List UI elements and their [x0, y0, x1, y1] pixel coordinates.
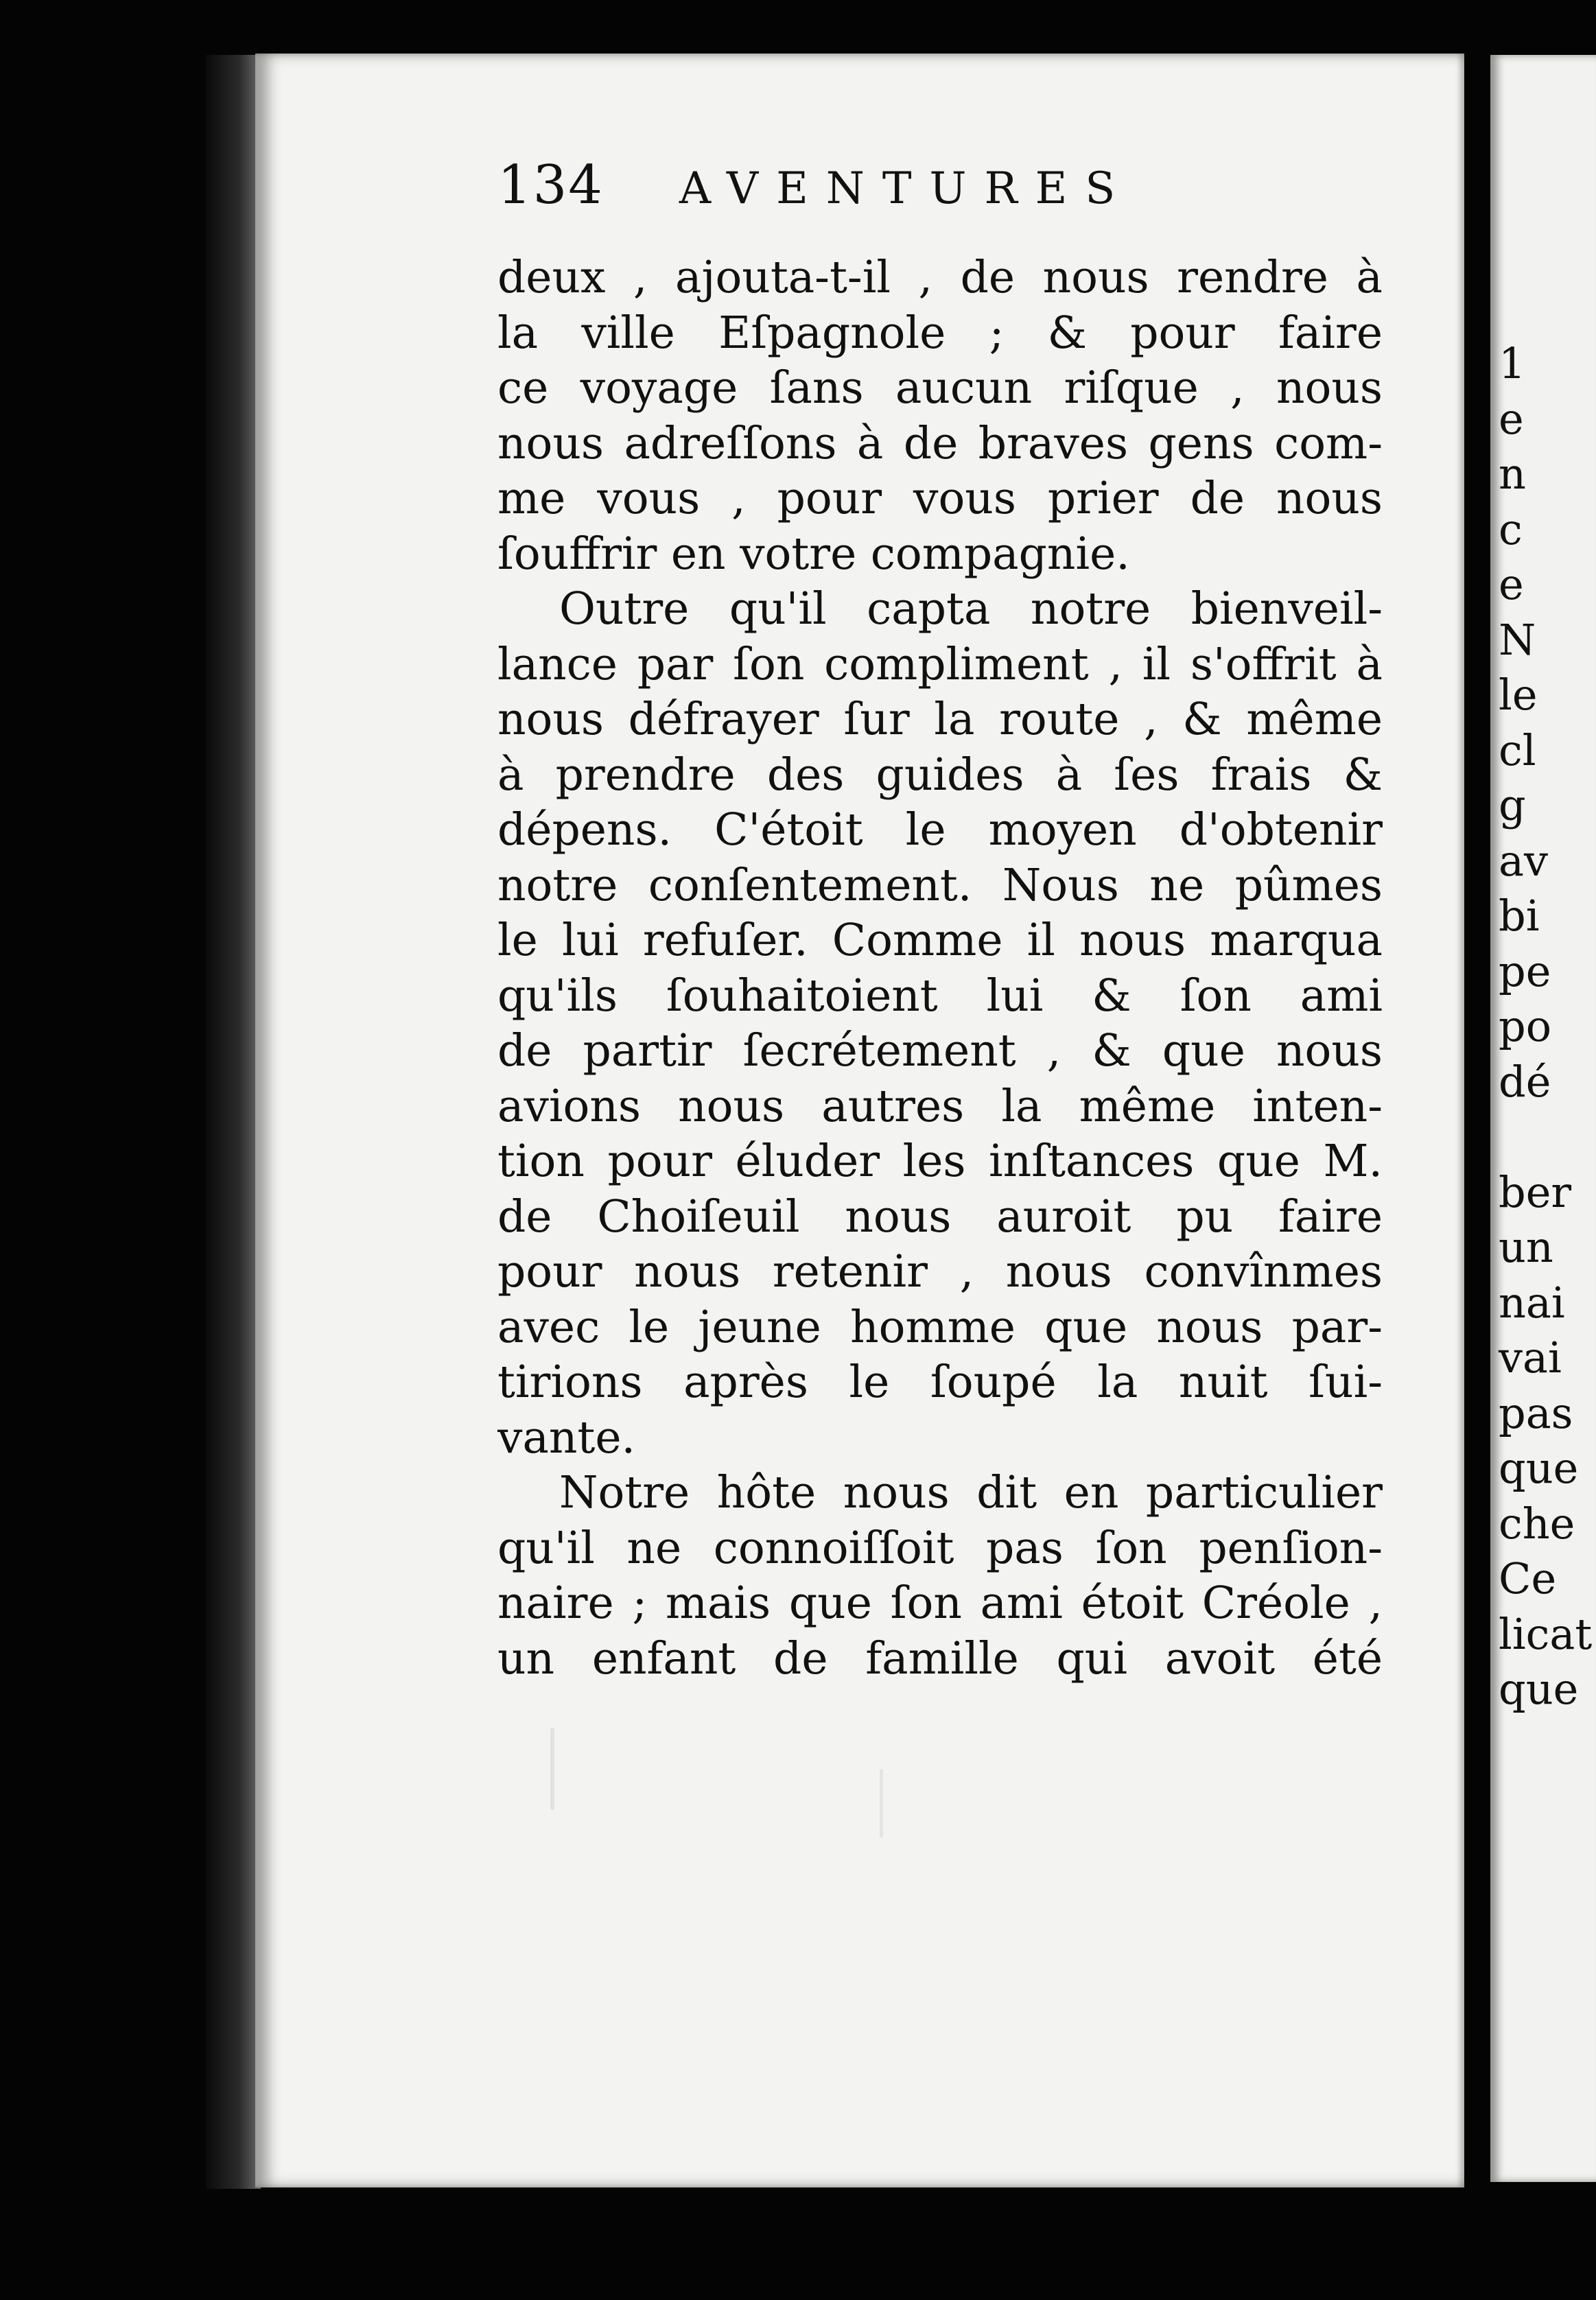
facing-fragment: e [1499, 393, 1524, 444]
text-line: qu'ils ſouhaitoient lui & ſon ami [497, 970, 1383, 1022]
text-line: pour nous retenir , nous convînmes [497, 1246, 1383, 1298]
facing-fragment: g [1499, 780, 1526, 830]
facing-fragment: licat [1499, 1608, 1593, 1659]
text-line: nous adreſſons à de braves gens com- [497, 417, 1383, 469]
text-line: de partir ſecrétement , & que nous [497, 1025, 1383, 1077]
facing-fragment: 1 [1499, 338, 1526, 388]
facing-fragment: dé [1499, 1056, 1551, 1107]
running-title: AVENTURES [679, 163, 1134, 214]
text-line: ce voyage ſans aucun riſque , nous [497, 362, 1383, 414]
facing-fragment: ber [1499, 1166, 1572, 1217]
body-text [497, 250, 1383, 1687]
text-line: deux , ajouta-t-il , de nous rendre à [497, 252, 1383, 303]
facing-fragment: e [1499, 559, 1524, 609]
facing-fragment: pe [1499, 946, 1551, 996]
facing-fragment: che [1499, 1498, 1575, 1549]
facing-fragment: po [1499, 1001, 1552, 1051]
text-line: avec le jeune homme que nous par- [497, 1301, 1383, 1353]
text-line: vante. [497, 1411, 636, 1464]
facing-fragment: pas [1499, 1387, 1573, 1438]
text-line: avions nous autres la même inten- [497, 1080, 1383, 1132]
facing-fragment: c [1499, 504, 1523, 554]
text-line: à prendre des guides à ſes frais & [497, 749, 1383, 801]
facing-fragment: Ce [1499, 1553, 1557, 1604]
text-line: Notre hôte nous dit en particulier [559, 1467, 1383, 1518]
text-line: nous défrayer ſur la route , & même [497, 694, 1383, 745]
facing-fragment [1499, 1110, 1596, 1165]
text-line: me vous , pour vous prier de nous [497, 473, 1383, 524]
facing-fragment: cl [1499, 725, 1536, 775]
facing-fragment: vai [1499, 1333, 1562, 1383]
facing-fragment: que [1499, 1664, 1579, 1714]
page-number: 134 [497, 154, 604, 216]
text-line: ſouffrir en votre compagnie. [497, 528, 1130, 580]
facing-fragment: que [1499, 1443, 1579, 1493]
text-line: tirions après le ſoupé la nuit ſui- [497, 1357, 1383, 1408]
facing-fragment: un [1499, 1222, 1553, 1272]
facing-fragment: n [1499, 449, 1526, 499]
text-line: dépens. C'étoit le moyen d'obtenir [497, 804, 1383, 856]
right-page [1490, 55, 1596, 2182]
book-gutter [206, 55, 261, 2189]
paper-mark [880, 1769, 883, 1838]
facing-fragment: bi [1499, 891, 1540, 941]
text-line: un enfant de famille qui avoit été [497, 1632, 1383, 1685]
text-line: notre conſentement. Nous ne pûmes [497, 859, 1383, 911]
text-line: de Choiſeuil nous auroit pu faire [497, 1190, 1383, 1243]
facing-fragment: nai [1499, 1277, 1565, 1328]
facing-fragment: av [1499, 835, 1548, 886]
text-line: lance par ſon compliment , il s'offrit à [497, 638, 1383, 690]
text-line: naire ; mais que ſon ami étoit Créole , [497, 1577, 1383, 1629]
text-line: qu'il ne connoiſſoit pas ſon penſion- [497, 1522, 1383, 1574]
text-line: tion pour éluder les inſtances que M. [497, 1136, 1383, 1187]
text-line: le lui refuſer. Comme il nous marqua [497, 915, 1383, 966]
facing-page-text [1499, 336, 1596, 1717]
page-header [497, 154, 1218, 230]
text-line: Outre qu'il capta notre bienveil- [559, 583, 1383, 635]
paper-mark [550, 1728, 554, 1810]
facing-fragment: N [1499, 614, 1536, 665]
text-line: la ville Eſpagnole ; & pour faire [497, 307, 1383, 359]
facing-fragment: le [1499, 670, 1538, 720]
